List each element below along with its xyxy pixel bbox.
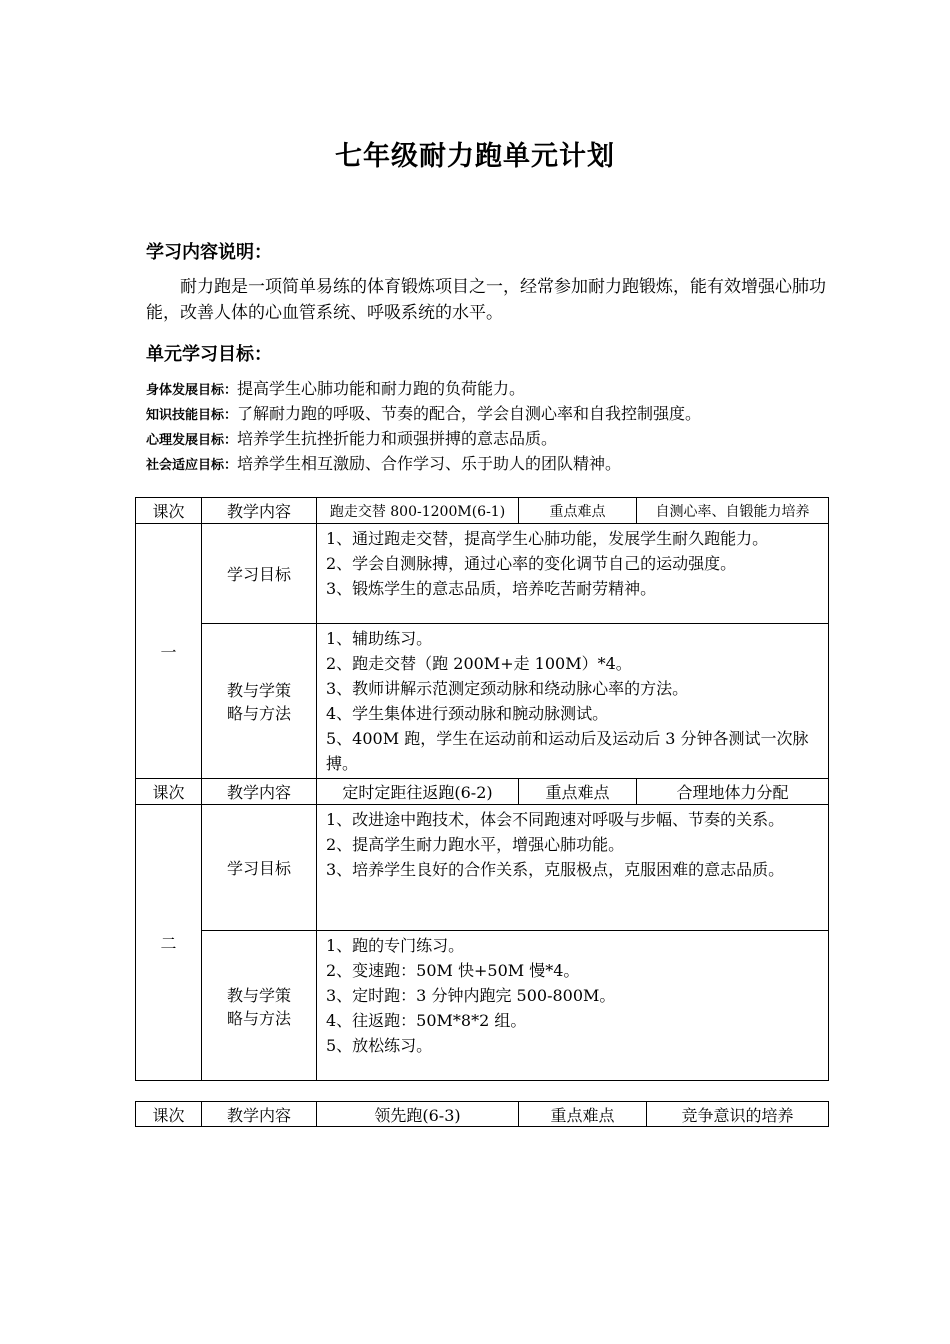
method-label-line: 略与方法 bbox=[226, 704, 291, 723]
col-lesson-header: 课次 bbox=[136, 779, 202, 805]
plan-table bbox=[135, 497, 829, 1081]
goals-heading: 单元学习目标： bbox=[146, 344, 272, 365]
lesson-1-key: 自测心率、自锻能力培养 bbox=[637, 498, 829, 524]
list-item: 3、教师讲解示范测定颈动脉和绕动脉心率的方法。 bbox=[326, 679, 689, 698]
goal-text: 培养学生相互激励、合作学习、乐于助人的团队精神。 bbox=[237, 454, 622, 473]
lesson-3-content: 领先跑(6-3) bbox=[317, 1102, 519, 1127]
col-lesson-header: 课次 bbox=[136, 498, 202, 524]
lesson-1-header-row bbox=[136, 498, 829, 524]
list-item: 4、往返跑：50M*8*2 组。 bbox=[326, 1011, 527, 1030]
goal-social bbox=[146, 451, 621, 474]
plan-table-lesson-3 bbox=[135, 1101, 829, 1127]
method-label-line: 教与学策 bbox=[226, 985, 291, 1005]
lesson-2-number: 二 bbox=[136, 805, 202, 1081]
lesson-1-goals bbox=[317, 524, 829, 624]
goal-physical bbox=[146, 376, 525, 399]
list-item: 2、变速跑：50M 快+50M 慢*4。 bbox=[326, 961, 580, 980]
goal-text: 提高学生心肺功能和耐力跑的负荷能力。 bbox=[237, 379, 526, 398]
list-item: 5、400M 跑，学生在运动前和运动后及运动后 3 分钟各测试一次脉搏。 bbox=[326, 729, 809, 773]
list-item: 3、定时跑：3 分钟内跑完 500-800M。 bbox=[326, 986, 616, 1005]
col-lesson-header: 课次 bbox=[136, 1102, 202, 1127]
list-item: 1、辅助练习。 bbox=[326, 629, 433, 648]
lesson-2-key: 合理地体力分配 bbox=[637, 779, 829, 805]
col-content-header: 教学内容 bbox=[202, 779, 317, 805]
lesson-1-method-row bbox=[136, 624, 829, 779]
goal-text: 培养学生抗挫折能力和顽强拼搏的意志品质。 bbox=[237, 429, 558, 448]
list-item: 3、培养学生良好的合作关系，克服极点，克服困难的意志品质。 bbox=[326, 860, 785, 879]
col-content-header: 教学内容 bbox=[202, 1102, 317, 1127]
lesson-2-header-row bbox=[136, 779, 829, 805]
col-key-header: 重点难点 bbox=[519, 498, 637, 524]
page-title: 七年级耐力跑单元计划 bbox=[335, 141, 615, 172]
lesson-2-methods bbox=[317, 931, 829, 1081]
col-key-header: 重点难点 bbox=[519, 779, 637, 805]
lesson-3-header-row bbox=[136, 1102, 829, 1127]
goal-knowledge bbox=[146, 401, 701, 424]
goal-label: 心理发展目标： bbox=[146, 433, 238, 448]
lesson-1-number: 一 bbox=[136, 524, 202, 779]
lesson-1-methods bbox=[317, 624, 829, 779]
goal-psychology bbox=[146, 426, 557, 449]
row-method-label bbox=[202, 931, 317, 1081]
content-text: 耐力跑是一项简单易练的体育锻炼项目之一，经常参加耐力跑锻炼，能有效增强心肺功能，改善人体的心血管系统、呼吸系统的水平。 bbox=[146, 277, 826, 323]
lesson-2-content: 定时定距往返跑(6-2) bbox=[317, 779, 519, 805]
list-item: 1、跑的专门练习。 bbox=[326, 936, 465, 955]
row-goal-label: 学习目标 bbox=[202, 524, 317, 624]
goal-label: 社会适应目标： bbox=[146, 458, 238, 473]
row-method-label bbox=[202, 624, 317, 779]
method-label-line: 教与学策 bbox=[226, 681, 291, 700]
lesson-2-goals bbox=[317, 805, 829, 931]
list-item: 1、改进途中跑技术，体会不同跑速对呼吸与步幅、节奏的关系。 bbox=[326, 810, 785, 829]
lesson-3-key: 竞争意识的培养 bbox=[647, 1102, 829, 1127]
goal-text: 了解耐力跑的呼吸、节奏的配合，学会自测心率和自我控制强度。 bbox=[237, 404, 702, 423]
list-item: 1、通过跑走交替，提高学生心肺功能，发展学生耐久跑能力。 bbox=[326, 529, 769, 548]
lesson-1-goal-row bbox=[136, 524, 829, 624]
list-item: 3、锻炼学生的意志品质，培养吃苦耐劳精神。 bbox=[326, 579, 657, 598]
list-item: 2、跑走交替（跑 200M+走 100M）*4。 bbox=[326, 654, 632, 673]
list-item: 2、学会自测脉搏，通过心率的变化调节自己的运动强度。 bbox=[326, 554, 737, 573]
lesson-2-goal-row bbox=[136, 805, 829, 931]
goal-label: 知识技能目标： bbox=[146, 408, 238, 423]
content-heading: 学习内容说明： bbox=[146, 242, 272, 263]
list-item: 2、提高学生耐力跑水平，增强心肺功能。 bbox=[326, 835, 625, 854]
list-item: 5、放松练习。 bbox=[326, 1036, 433, 1055]
col-content-header: 教学内容 bbox=[202, 498, 317, 524]
list-item: 4、学生集体进行颈动脉和腕动脉测试。 bbox=[326, 704, 609, 723]
lesson-2-method-row bbox=[136, 931, 829, 1081]
method-label-line: 略与方法 bbox=[226, 1008, 291, 1028]
goal-label: 身体发展目标： bbox=[146, 383, 238, 398]
row-goal-label: 学习目标 bbox=[202, 805, 317, 931]
col-key-header: 重点难点 bbox=[519, 1102, 647, 1127]
lesson-1-content: 跑走交替 800-1200M(6-1) bbox=[317, 498, 519, 524]
